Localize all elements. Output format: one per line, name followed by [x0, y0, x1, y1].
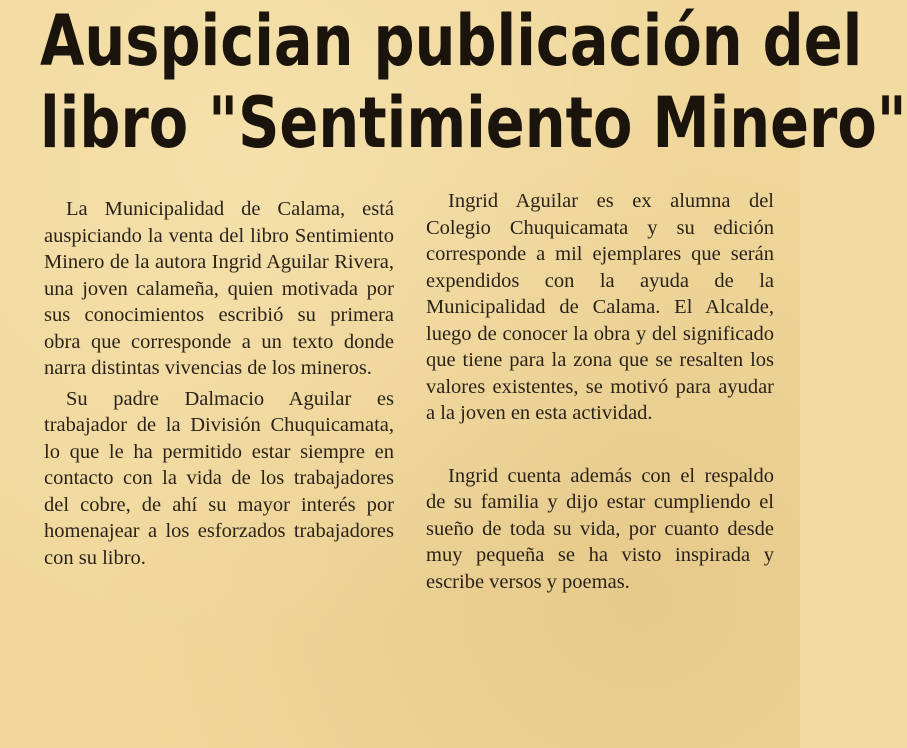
article-paragraph: Su padre Dalmacio Aguilar es trabajador de la División Chuquicamata, lo que le ha permitido estar siempre en contacto con la vida de los trabajadores del cobre, de ahí su mayor interés por homenajear a los esforzados trabajadores con su libro.	[44, 387, 394, 569]
article-paragraph: Ingrid Aguilar es ex alumna del Colegio Chuquicamata y su edición corresponde a mil ejemplares que serán expendidos con la ayuda de la Municipalidad de Calama. El Alcalde, luego de conocer la obra y del significado que tiene para la zona que se resalten los valores existentes, se motivó para ayudar a la joven en esta actividad.	[426, 190, 774, 424]
headline	[40, 0, 907, 164]
article-column-right	[426, 188, 774, 595]
headline-line-2: libro "Sentimiento Minero"	[40, 82, 907, 164]
article-paragraph: Ingrid cuenta además con el respaldo de su familia y dijo estar cumpliendo el sueño de toda su vida, por cuanto desde muy pequeña se ha visto inspirada y escribe versos y poemas.	[426, 464, 774, 593]
article-paragraph: La Municipalidad de Calama, está auspiciando la venta del libro Sentimiento Minero de la autora Ingrid Aguilar Rivera, una joven calameña, quien motivada por sus conocimientos escribió su primera obra que corresponde a un texto donde narra distintas vivencias de los mineros.	[44, 198, 394, 379]
headline-line-1: Auspician publicación del	[40, 0, 863, 82]
article-column-left	[44, 196, 394, 571]
